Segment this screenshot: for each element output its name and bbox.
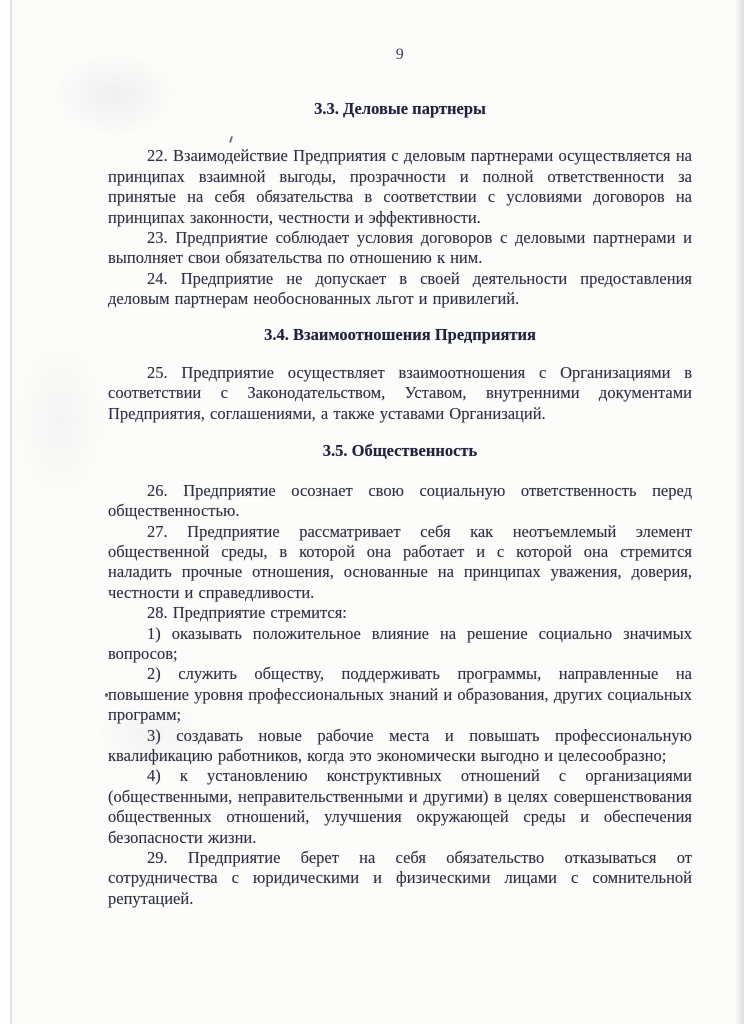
list-item-3: 3) создавать новые рабочие места и повышать профессиональную квалификацию работников, когда это экономически выгодно и целесообразно;	[108, 725, 692, 765]
paragraph-28: 28. Предприятие стремится:	[147, 603, 347, 623]
scan-edge-right-shadow	[735, 0, 744, 1024]
paragraph-29: 29. Предприятие берет на себя обязательство отказываться от сотрудничества с юридическими и физическими лицами с сомнительной репутацией.	[108, 848, 692, 908]
scan-edge-left-line	[10, 0, 12, 1024]
paragraph-26: 26. Предприятие осознает свою социальную ответственность перед общественностью.	[108, 480, 692, 521]
page-content	[108, 0, 692, 909]
paragraph-25: 25. Предприятие осуществляет взаимоотношения с Организациями в соответствии с Законодательством, Уставом, внутренними документами Предприятия, соглашениями, а также уставами Организаций.	[108, 363, 692, 423]
list-item-2: 2) служить обществу, поддерживать программы, направленные на повышение уровня профессиональных знаний и образования, других социальных программ;	[108, 664, 692, 725]
paragraph-27: 27. Предприятие рассматривает себя как неотъемлемый элемент общественной среды, в которой она работает и с которой она стремится наладить прочные отношения, основанные на принципах уважения, доверия, честности и справедливости.	[108, 521, 692, 602]
list-item-4: 4) к установлению конструктивных отношений с организациями (общественными, неправительственными и другими) в целях совершенствования общественных отношений, улучшения окружающей среды и обеспечения безопасности жизни.	[108, 766, 692, 847]
section-heading-enterprise-relations: 3.4. Взаимоотношения Предприятия	[264, 324, 536, 344]
scan-edge-left-strip	[0, 0, 10, 1024]
list-item-1: 1) оказывать положительное влияние на решение социально значимых вопросов;	[108, 623, 692, 663]
section-heading-public: 3.5. Общественность	[322, 441, 478, 461]
paragraph-22: 22. Взаимодействие Предприятия с деловым партнерами осуществляется на принципах взаимной выгоды, прозрачности и полной ответственности за принятые на себя обязательства в соответствии с условиями договоров на принципах законности, честности и эффективности.	[108, 146, 692, 227]
section-heading-business-partners: 3.3. Деловые партнеры	[314, 99, 486, 118]
paragraph-23: 23. Предприятие соблюдает условия договоров с деловыми партнерами и выполняет свои обязательства по отношению к ним.	[108, 228, 692, 268]
paragraph-24: 24. Предприятие не допускает в своей деятельности предоставления деловым партнерам необоснованных льгот и привилегий.	[108, 268, 692, 309]
page-number: 9	[395, 46, 405, 63]
